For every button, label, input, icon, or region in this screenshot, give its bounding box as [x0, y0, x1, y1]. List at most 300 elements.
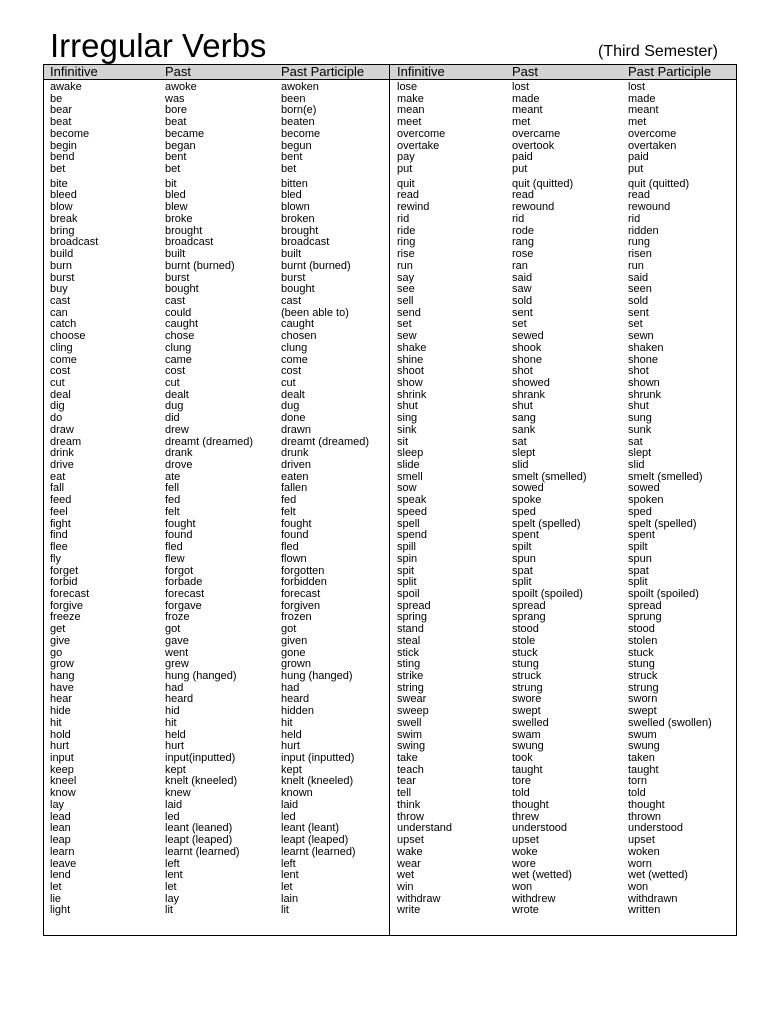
past-participle-cell: quit (quitted) — [628, 177, 690, 190]
past-cell: stuck — [512, 646, 538, 659]
past-cell: left — [165, 857, 180, 870]
past-participle-cell: shut — [628, 400, 649, 413]
infinitive-cell: hang — [50, 670, 75, 682]
infinitive-cell: leap — [50, 834, 71, 847]
infinitive-cell: lie — [50, 892, 62, 905]
past-participle-cell: spoilt (spoiled) — [628, 587, 699, 600]
past-cell: shone — [512, 353, 542, 366]
infinitive-cell: tear — [397, 775, 416, 788]
past-participle-cell: paid — [628, 151, 649, 164]
past-cell: sold — [512, 294, 533, 307]
past-participle-cell: given — [281, 634, 308, 647]
infinitive-cell: spoil — [397, 587, 420, 600]
past-participle-cell: bitten — [281, 177, 308, 190]
infinitive-cell: tell — [397, 787, 412, 800]
infinitive-cell: sew — [397, 330, 417, 343]
infinitive-cell: sweep — [397, 705, 429, 718]
past-participle-cell: caught — [281, 318, 315, 331]
past-cell: won — [512, 880, 533, 893]
past-cell: ate — [165, 470, 181, 483]
past-participle-cell: swum — [628, 728, 657, 741]
infinitive-cell: win — [397, 880, 414, 893]
past-participle-cell: spelt (spelled) — [628, 517, 697, 530]
infinitive-cell: mean — [397, 104, 425, 117]
past-cell: split — [512, 576, 532, 589]
past-participle-cell: sunk — [628, 423, 652, 436]
past-participle-cell: slid — [628, 459, 645, 472]
infinitive-cell: get — [50, 623, 66, 636]
infinitive-cell: catch — [50, 318, 77, 331]
past-participle-cell: burnt (burned) — [281, 259, 351, 272]
past-participle-cell: broken — [281, 212, 315, 225]
infinitive-cell: become — [50, 127, 90, 140]
past-cell: set — [512, 318, 527, 331]
past-cell: brought — [165, 224, 203, 237]
past-participle-cell: sent — [628, 306, 649, 319]
infinitive-cell: make — [397, 92, 424, 105]
infinitive-cell: buy — [50, 283, 68, 296]
past-cell: ran — [512, 259, 528, 272]
infinitive-cell: shake — [397, 341, 427, 354]
past-cell: rid — [512, 212, 525, 225]
past-participle-cell: sowed — [628, 482, 660, 495]
infinitive-cell: freeze — [50, 611, 81, 624]
past-participle-cell: (been able to) — [281, 306, 349, 319]
infinitive-cell: bear — [50, 104, 73, 117]
past-cell: showed — [512, 377, 550, 389]
infinitive-cell: rid — [397, 212, 410, 225]
past-cell: learnt (learned) — [165, 845, 240, 858]
past-cell: bet — [165, 163, 181, 176]
infinitive-cell: be — [50, 92, 63, 105]
past-participle-cell: hidden — [281, 705, 315, 718]
past-participle-cell: blown — [281, 201, 310, 214]
past-cell: forgave — [165, 599, 202, 612]
past-participle-cell: forgiven — [281, 599, 321, 612]
past-participle-cell: sewn — [628, 330, 654, 343]
past-participle-cell: rewound — [628, 201, 671, 214]
past-participle-cell: won — [628, 880, 649, 893]
infinitive-cell: light — [50, 904, 71, 917]
infinitive-cell: spill — [397, 541, 416, 554]
past-cell: wrote — [512, 904, 539, 917]
past-participle-cell: known — [281, 787, 313, 800]
past-participle-cell: begun — [281, 139, 312, 152]
past-participle-cell: set — [628, 318, 643, 331]
infinitive-cell: lose — [397, 81, 418, 93]
past-cell: sped — [512, 505, 536, 518]
past-participle-cell: spat — [628, 564, 649, 577]
past-participle-cell: swelled (swollen) — [628, 716, 712, 729]
past-participle-cell: sung — [628, 412, 652, 425]
infinitive-cell: write — [397, 904, 421, 917]
infinitive-cell: show — [397, 377, 423, 389]
infinitive-cell: think — [397, 798, 421, 811]
infinitive-cell: speak — [397, 494, 427, 507]
past-cell: fled — [165, 541, 183, 554]
past-participle-cell: wet (wetted) — [628, 869, 688, 882]
past-cell: sat — [512, 435, 527, 448]
past-participle-cell: beaten — [281, 116, 315, 129]
infinitive-cell: spend — [397, 529, 427, 542]
past-cell: hung (hanged) — [165, 670, 237, 682]
past-cell: put — [512, 163, 528, 176]
past-participle-cell: written — [628, 904, 661, 917]
past-participle-cell: understood — [628, 822, 684, 835]
past-cell: knelt (kneeled) — [165, 775, 238, 788]
past-cell: understood — [512, 822, 568, 835]
past-participle-cell: grown — [281, 658, 311, 671]
past-cell: lost — [512, 81, 530, 93]
infinitive-cell: fight — [50, 517, 71, 530]
infinitive-cell: swing — [397, 740, 426, 753]
infinitive-cell: do — [50, 412, 63, 425]
past-cell: was — [165, 92, 185, 105]
past-participle-cell: withdrawn — [628, 892, 678, 905]
header-infinitive-left: Infinitive — [50, 64, 98, 79]
infinitive-cell: quit — [397, 177, 415, 190]
past-cell: withdrew — [512, 892, 556, 905]
past-cell: spun — [512, 552, 536, 565]
infinitive-cell: bend — [50, 151, 75, 164]
infinitive-cell: string — [397, 681, 424, 694]
past-cell: meant — [512, 104, 543, 117]
infinitive-cell: cast — [50, 294, 71, 307]
past-cell: burnt (burned) — [165, 259, 235, 272]
infinitive-cell: hold — [50, 728, 71, 741]
infinitive-cell: shine — [397, 353, 424, 366]
past-cell: made — [512, 92, 540, 105]
past-participle-cell: burst — [281, 271, 306, 284]
past-cell: forgot — [165, 564, 194, 577]
past-participle-cell: shot — [628, 365, 649, 378]
past-participle-cell: fed — [281, 494, 297, 507]
infinitive-cell: send — [397, 306, 421, 319]
past-participle-cell: felt — [281, 505, 296, 518]
infinitive-cell: blow — [50, 201, 73, 214]
past-cell: heard — [165, 693, 194, 706]
past-participle-cell: stolen — [628, 634, 658, 647]
infinitive-cell: set — [397, 318, 412, 331]
infinitive-cell: hit — [50, 716, 62, 729]
past-cell: awoke — [165, 81, 197, 93]
past-participle-cell: sat — [628, 435, 643, 448]
past-participle-cell: fallen — [281, 482, 308, 495]
infinitive-cell: have — [50, 681, 74, 694]
past-cell: bought — [165, 283, 199, 296]
infinitive-cell: see — [397, 283, 415, 296]
past-participle-cell: chosen — [281, 330, 317, 343]
past-cell: met — [512, 116, 531, 129]
infinitive-cell: lean — [50, 822, 71, 835]
infinitive-cell: burst — [50, 271, 75, 284]
past-cell: rose — [512, 248, 534, 261]
infinitive-cell: drink — [50, 447, 74, 460]
past-cell: dug — [165, 400, 184, 413]
past-participle-cell: born(e) — [281, 104, 317, 117]
past-cell: took — [512, 752, 533, 765]
past-cell: drew — [165, 423, 189, 436]
infinitive-cell: stand — [397, 623, 424, 636]
infinitive-cell: shrink — [397, 388, 427, 401]
past-participle-cell: meant — [628, 104, 659, 117]
past-participle-cell: laid — [281, 798, 299, 811]
infinitive-cell: swell — [397, 716, 422, 729]
past-participle-cell: fled — [281, 541, 299, 554]
infinitive-cell: wet — [397, 869, 415, 882]
infinitive-cell: read — [397, 189, 420, 202]
past-participle-cell: lit — [281, 904, 289, 917]
past-participle-cell: run — [628, 259, 644, 272]
past-participle-cell: swung — [628, 740, 660, 753]
past-participle-cell: spilt — [628, 541, 648, 554]
past-cell: drove — [165, 459, 193, 472]
past-participle-cell: stuck — [628, 646, 654, 659]
infinitive-cell: bring — [50, 224, 75, 237]
past-cell: swung — [512, 740, 544, 753]
past-cell: paid — [512, 151, 533, 164]
past-cell: rang — [512, 236, 535, 249]
past-cell: cast — [165, 294, 186, 307]
past-participle-cell: torn — [628, 775, 647, 788]
past-cell: had — [165, 681, 184, 694]
past-cell: slid — [512, 459, 529, 472]
past-cell: fought — [165, 517, 196, 530]
infinitive-cell: ride — [397, 224, 416, 237]
infinitive-cell: go — [50, 646, 63, 659]
past-participle-cell: lain — [281, 892, 299, 905]
past-cell: spent — [512, 529, 539, 542]
past-participle-cell: leapt (leaped) — [281, 834, 349, 847]
header-infinitive-right: Infinitive — [397, 64, 445, 79]
verb-table — [43, 64, 737, 936]
past-participle-cell: upset — [628, 834, 655, 847]
past-cell: blew — [165, 201, 188, 214]
past-cell: sang — [512, 412, 536, 425]
past-participle-cell: thought — [628, 798, 665, 811]
infinitive-cell: steal — [397, 634, 421, 647]
infinitive-cell: ring — [397, 236, 416, 249]
past-cell: held — [165, 728, 186, 741]
past-cell: bore — [165, 104, 188, 117]
infinitive-cell: cost — [50, 365, 71, 378]
past-cell: overtook — [512, 139, 555, 152]
infinitive-cell: flee — [50, 541, 68, 554]
past-cell: saw — [512, 283, 532, 296]
past-participle-cell: stung — [628, 658, 655, 671]
infinitive-cell: keep — [50, 763, 74, 776]
past-cell: wet (wetted) — [512, 869, 572, 882]
past-cell: felt — [165, 505, 180, 518]
past-cell: clung — [165, 341, 192, 354]
past-cell: said — [512, 271, 533, 284]
infinitive-cell: cling — [50, 341, 73, 354]
past-cell: could — [165, 306, 192, 319]
header-past-participle-right: Past Participle — [628, 64, 712, 79]
past-cell: sprang — [512, 611, 546, 624]
past-cell: shut — [512, 400, 533, 413]
infinitive-cell: lead — [50, 810, 71, 823]
past-cell: sank — [512, 423, 536, 436]
infinitive-cell: draw — [50, 423, 74, 436]
past-cell: sowed — [512, 482, 544, 495]
past-participle-cell: overtaken — [628, 139, 677, 152]
infinitive-cell: shut — [397, 400, 418, 413]
past-cell: swelled — [512, 716, 549, 729]
past-participle-cell: clung — [281, 341, 308, 354]
infinitive-cell: burn — [50, 259, 73, 272]
infinitive-cell: give — [50, 634, 71, 647]
past-cell: fed — [165, 494, 181, 507]
past-cell: went — [165, 646, 189, 659]
past-participle-cell: risen — [628, 248, 652, 261]
past-cell: sent — [512, 306, 533, 319]
infinitive-cell: spread — [397, 599, 431, 612]
infinitive-cell: put — [397, 163, 413, 176]
infinitive-cell: sleep — [397, 447, 424, 460]
past-cell: stood — [512, 623, 539, 636]
past-participle-cell: lost — [628, 81, 646, 93]
past-participle-cell: driven — [281, 459, 311, 472]
past-cell: hurt — [165, 740, 184, 753]
infinitive-cell: wake — [397, 845, 423, 858]
past-cell: dealt — [165, 388, 189, 401]
past-participle-cell: sprung — [628, 611, 662, 624]
infinitive-cell: awake — [50, 81, 82, 93]
infinitive-cell: forbid — [50, 576, 78, 589]
infinitive-cell: spring — [397, 611, 427, 624]
past-participle-cell: done — [281, 412, 306, 425]
past-participle-cell: forbidden — [281, 576, 327, 589]
infinitive-cell: say — [397, 271, 415, 284]
past-participle-cell: knelt (kneeled) — [281, 775, 354, 788]
past-participle-cell: slept — [628, 447, 652, 460]
past-cell: lay — [165, 892, 180, 905]
past-cell: swept — [512, 705, 541, 718]
infinitive-cell: hide — [50, 705, 71, 718]
past-cell: beat — [165, 116, 187, 129]
infinitive-cell: sow — [397, 482, 417, 495]
past-participle-cell: rung — [628, 236, 651, 249]
infinitive-cell: bleed — [50, 189, 77, 202]
past-participle-cell: smelt (smelled) — [628, 470, 703, 483]
past-cell: flew — [165, 552, 185, 565]
infinitive-cell: slide — [397, 459, 420, 472]
past-cell: woke — [512, 845, 538, 858]
past-cell: shrank — [512, 388, 546, 401]
past-participle-cell: input (inputted) — [281, 752, 355, 765]
infinitive-cell: swear — [397, 693, 427, 706]
past-participle-cell: swept — [628, 705, 657, 718]
past-participle-cell: shaken — [628, 341, 664, 354]
past-participle-cell: shrunk — [628, 388, 662, 401]
infinitive-cell: broadcast — [50, 236, 99, 249]
table-header — [44, 65, 736, 80]
infinitive-cell: hear — [50, 693, 73, 706]
past-participle-cell: dug — [281, 400, 300, 413]
past-cell: hit — [165, 716, 177, 729]
past-cell: built — [165, 248, 186, 261]
past-cell: forbade — [165, 576, 203, 589]
past-participle-cell: thrown — [628, 810, 662, 823]
past-participle-cell: learnt (learned) — [281, 845, 356, 858]
past-cell: gave — [165, 634, 189, 647]
infinitive-cell: sink — [397, 423, 417, 436]
past-cell: broke — [165, 212, 193, 225]
past-participle-cell: forecast — [281, 587, 321, 600]
past-cell: cut — [165, 377, 180, 389]
infinitive-cell: come — [50, 353, 77, 366]
past-participle-cell: bought — [281, 283, 315, 296]
infinitive-cell: forgive — [50, 599, 84, 612]
past-participle-cell: split — [628, 576, 648, 589]
past-cell: spilt — [512, 541, 532, 554]
past-participle-cell: hit — [281, 716, 293, 729]
past-cell: upset — [512, 834, 539, 847]
past-cell: shot — [512, 365, 533, 378]
infinitive-cell: grow — [50, 658, 74, 671]
past-participle-cell: drunk — [281, 447, 309, 460]
past-participle-cell: spread — [628, 599, 662, 612]
past-cell: forecast — [165, 587, 205, 600]
past-participle-cell: put — [628, 163, 644, 176]
past-participle-cell: dealt — [281, 388, 305, 401]
past-cell: came — [165, 353, 192, 366]
past-participle-cell: hurt — [281, 740, 300, 753]
past-cell: found — [165, 529, 193, 542]
infinitive-cell: forget — [50, 564, 79, 577]
past-participle-cell: led — [281, 810, 296, 823]
past-cell: input(inputted) — [165, 752, 236, 765]
past-cell: struck — [512, 670, 542, 682]
infinitive-cell: leave — [50, 857, 77, 870]
past-participle-cell: sold — [628, 294, 649, 307]
past-cell: let — [165, 880, 177, 893]
infinitive-cell: speed — [397, 505, 427, 518]
infinitive-cell: choose — [50, 330, 86, 343]
past-participle-cell: woken — [628, 845, 660, 858]
infinitive-cell: find — [50, 529, 68, 542]
past-participle-cell: hung (hanged) — [281, 670, 353, 682]
past-participle-cell: cost — [281, 365, 302, 378]
infinitive-cell: learn — [50, 845, 75, 858]
past-participle-cell: drawn — [281, 423, 311, 436]
infinitive-cell: overtake — [397, 139, 440, 152]
past-participle-cell: come — [281, 353, 308, 366]
infinitive-cell: rewind — [397, 201, 430, 214]
header-past-right: Past — [512, 64, 539, 79]
past-participle-cell: dreamt (dreamed) — [281, 435, 370, 448]
past-participle-cell: let — [281, 880, 293, 893]
infinitive-cell: sell — [397, 294, 414, 307]
past-cell: froze — [165, 611, 190, 624]
page-subtitle: (Third Semester) — [597, 43, 718, 60]
past-cell: lit — [165, 904, 173, 917]
past-cell: tore — [512, 775, 531, 788]
past-participle-cell: spun — [628, 552, 652, 565]
past-participle-cell: gone — [281, 646, 306, 659]
infinitive-cell: break — [50, 212, 78, 225]
infinitive-cell: run — [397, 259, 413, 272]
infinitive-cell: dream — [50, 435, 82, 448]
infinitive-cell: feel — [50, 505, 68, 518]
infinitive-cell: fly — [50, 552, 61, 565]
past-participle-cell: kept — [281, 763, 302, 776]
past-participle-cell: leant (leant) — [281, 822, 340, 835]
past-participle-cell: read — [628, 189, 651, 202]
past-participle-cell: found — [281, 529, 309, 542]
past-cell: leant (leaned) — [165, 822, 233, 835]
